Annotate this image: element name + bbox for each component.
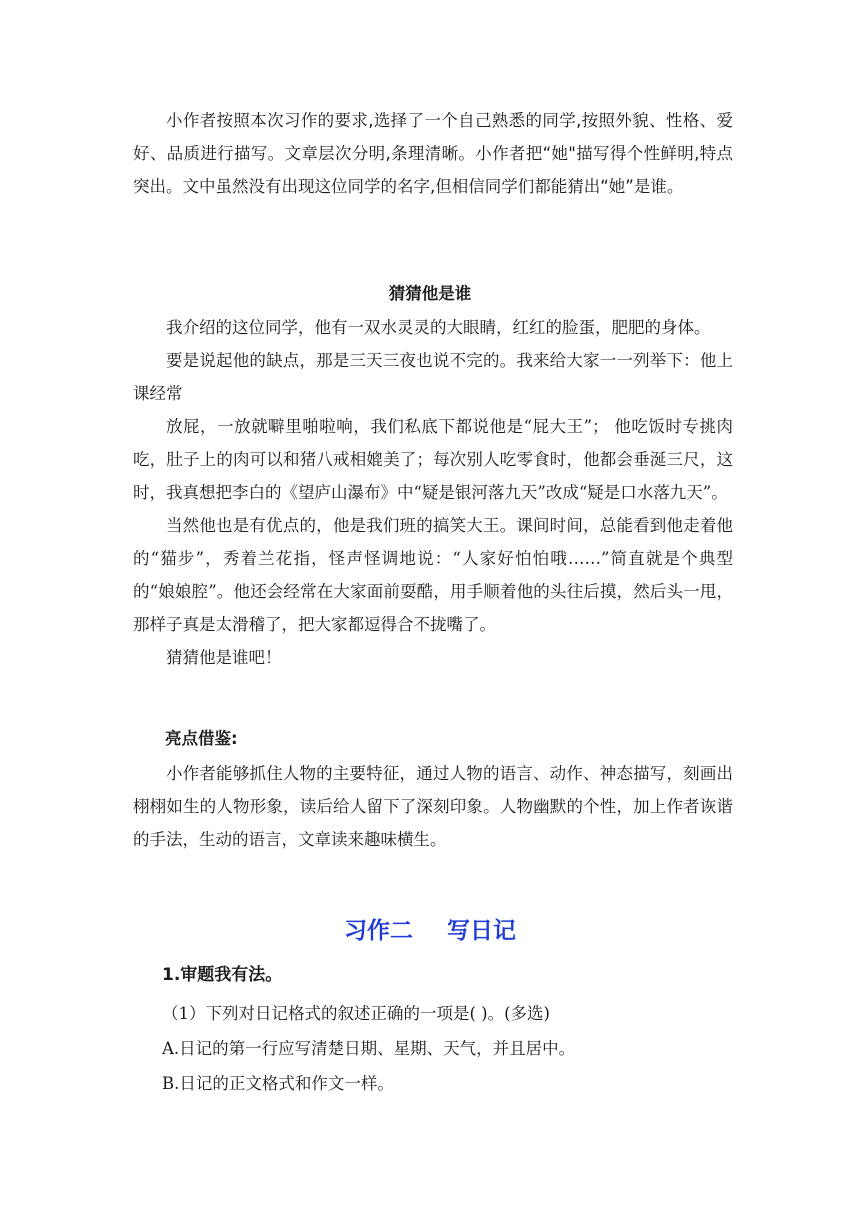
essay-paragraph: 猜猜他是谁吧！ <box>166 648 282 667</box>
section-title-part1: 习作二 <box>344 918 413 944</box>
comment-block <box>133 104 733 203</box>
section-title-part2: 写日记 <box>447 918 516 944</box>
highlight-paragraph: 小作者能够抓住人物的主要特征，通过人物的语言、动作、神态描写，刻画出栩栩如生的人物形象，读后给人留下了深刻印象。人物幽默的个性，加上作者诙谐的手法，生动的语言，文章读来趣味横生。 <box>133 764 733 849</box>
section-title <box>0 912 860 945</box>
essay-paragraph: 当然他也是有优点的，他是我们班的搞笑大王。课间时间，总能看到他走着他的“猫步”，秀着兰花指，怪声怪调地说：“人家好怕怕哦……”简直就是个典型的“娘娘腔”。他还会经常在大家面前耍酷，用手顺着他的头往后摸，然后头一甩，那样子真是太滑稽了，把大家都逗得合不拢嘴了。 <box>133 516 733 634</box>
question-heading: 1.审题我有法。 <box>162 965 283 985</box>
option-a: A.日记的第一行应写清楚日期、星期、天气，并且居中。 <box>162 1039 576 1058</box>
essay-paragraph: 我介绍的这位同学，他有一双水灵灵的大眼睛，红红的脸蛋，肥肥的身体。 <box>166 318 711 337</box>
essay-paragraph: 要是说起他的缺点，那是三天三夜也说不完的。我来给大家一一列举下：他上课经常 <box>133 351 733 403</box>
essay-title: 猜猜他是谁 <box>388 284 472 303</box>
highlight-label: 亮点借鉴: <box>165 729 238 748</box>
comment-paragraph: 小作者按照本次习作的要求,选择了一个自己熟悉的同学,按照外貌、性格、爱好、品质进行描写。文章层次分明,条理清晰。小作者把“她"描写得个性鲜明,特点突出。文中虽然没有出现这位同学的名字,但相信同学们都能猜出“她”是谁。 <box>133 111 733 196</box>
question-stem: （1）下列对日记格式的叙述正确的一项是( )。(多选) <box>162 1004 550 1023</box>
highlight-block <box>133 757 733 856</box>
option-b: B.日记的正文格式和作文一样。 <box>162 1074 394 1093</box>
essay-paragraph: 放屁，一放就噼里啪啦响，我们私底下都说他是“屁大王”； 他吃饭时专挑肉吃，肚子上的肉可以和猪八戒相媲美了；每次别人吃零食时，他都会垂涎三尺，这时，我真想把李白的《望庐山瀑布》中“疑是银河落九天”改成“疑是口水落九天”。 <box>133 417 733 502</box>
essay-body <box>133 311 733 674</box>
